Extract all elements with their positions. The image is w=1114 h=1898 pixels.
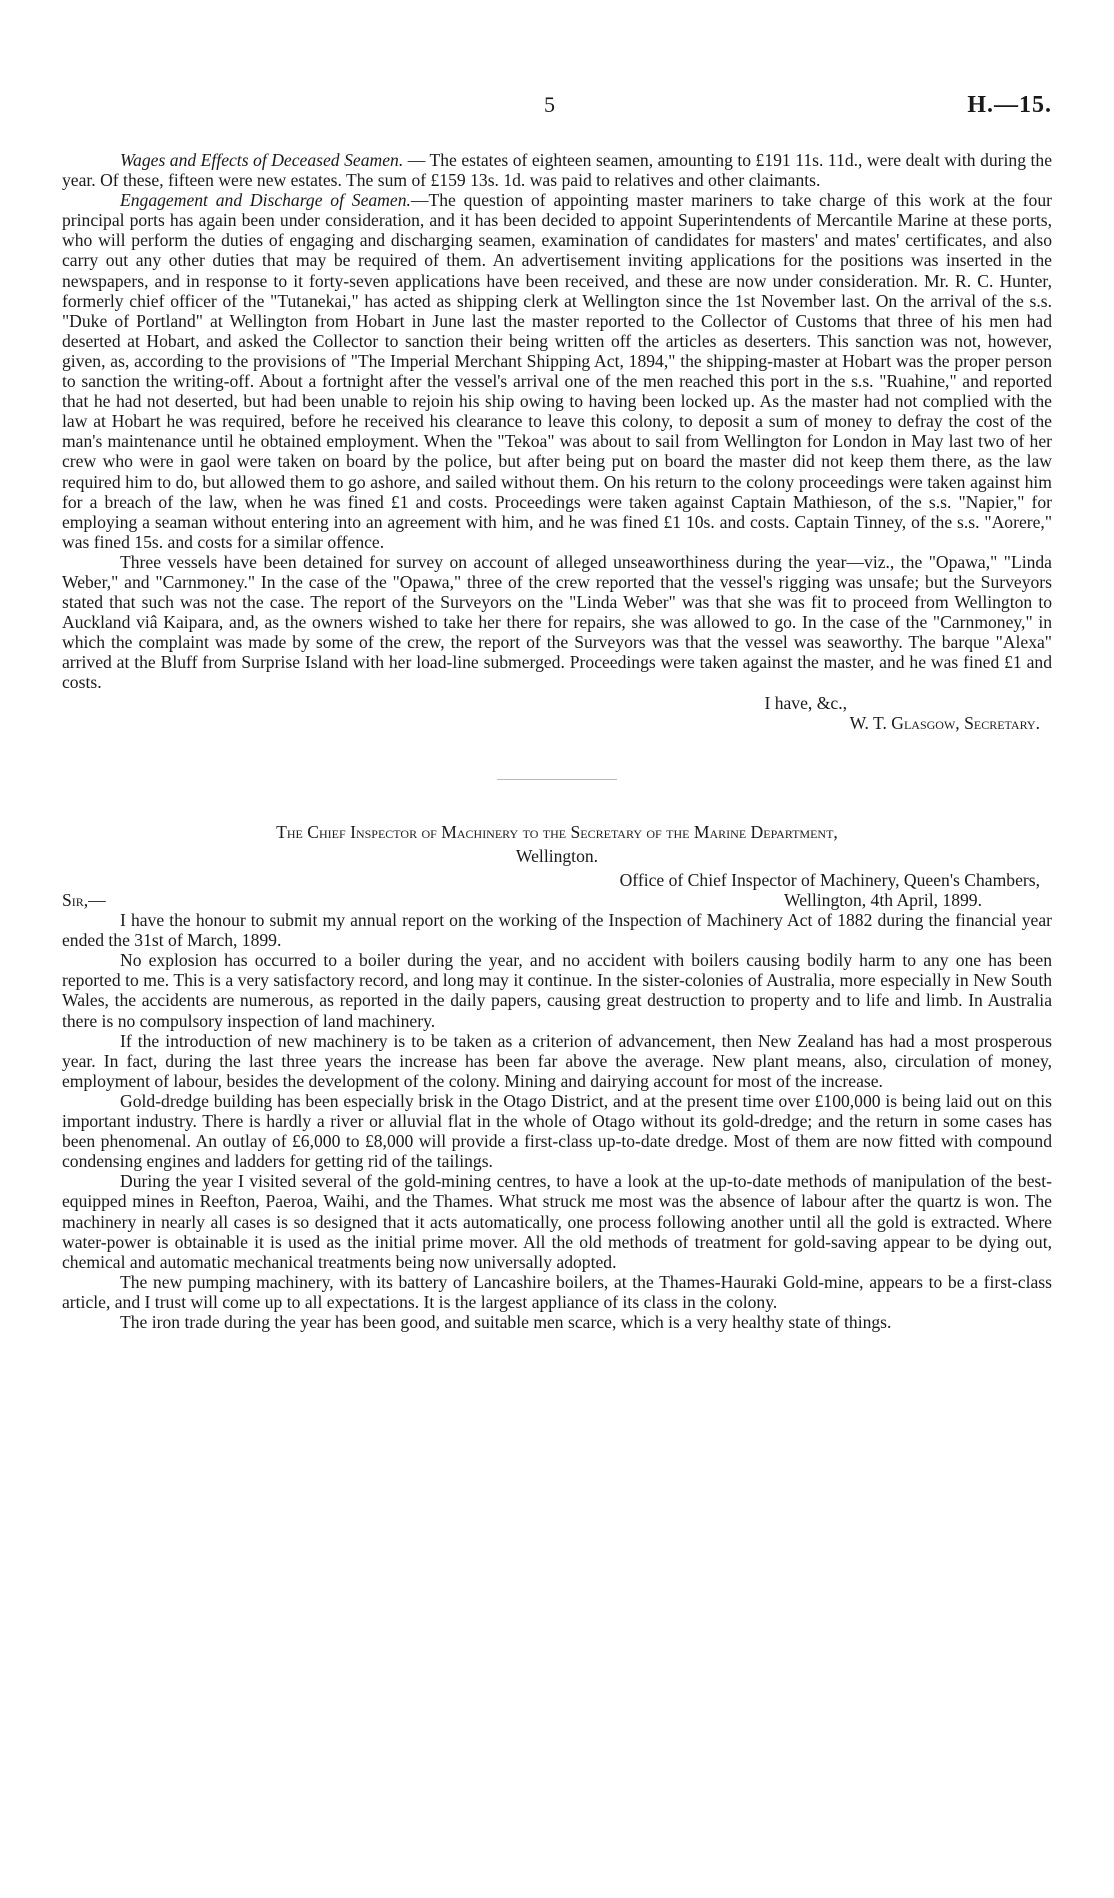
paragraph-heading: Wages and Effects of Deceased Seamen. bbox=[120, 150, 404, 170]
paragraph-vessels: Three vessels have been detained for survey on account of alleged unseaworthiness during the year—viz., the "Opawa," "Linda Weber," and "Carnmoney." In the case of the "Opawa," three of the crew reported that the vessel's rigging was unsafe; but the Surveyors stated that such was not the case. The report of the Surveyors on the "Linda Weber" was that she was fit to proceed from Wellington to Auckland viâ Kaipara, and, as the owners wished to take her there for repairs, she was allowed to go. In the case of the "Carnmoney," in which the complaint was made by some of the crew, the report of the Surveyors was that the vessel was seaworthy. The barque "Alexa" arrived at the Bluff from Surprise Island with her load-line submerged. Proceedings were taken against the master, and he was fined £1 and costs. bbox=[62, 551, 1052, 693]
page-header bbox=[62, 92, 1052, 122]
signature: W. T. Glasgow, Secretary. bbox=[849, 712, 1040, 733]
document-code: H.—15. bbox=[967, 92, 1052, 118]
letter-title-location: Wellington. bbox=[515, 845, 599, 866]
report-paragraph: During the year I visited several of the gold-mining centres, to have a look at the up-to-date methods of manipulation of the best-equipped mines in Reefton, Paeroa, Waihi, and the Thames. What struck me most was the absence of labour after the quartz is won. The machinery in nearly all cases is so designed that it acts automatically, one process following another until all the gold is extracted. Where water-power is obtainable it is used as the initial prime mover. All the old methods of treatment for gold-saving appear to be dying out, chemical and automatic mechanical treatments being now universally adopted. bbox=[62, 1171, 1052, 1272]
report-paragraph: The iron trade during the year has been good, and suitable men scarce, which is a very healthy state of things. bbox=[120, 1311, 892, 1332]
closing-phrase: I have, &c., bbox=[764, 692, 847, 713]
paragraph-engagement bbox=[62, 190, 1052, 552]
section-divider bbox=[497, 779, 617, 780]
salutation: Sir,— bbox=[62, 890, 106, 910]
body-text bbox=[62, 150, 1052, 1332]
report-paragraph: I have the honour to submit my annual report on the working of the Inspection of Machinery Act of 1882 during the financial year ended the 31st of March, 1899. bbox=[62, 910, 1052, 951]
page-number: 5 bbox=[544, 92, 555, 117]
paragraph-wages bbox=[62, 150, 1052, 190]
salutation-row bbox=[62, 890, 1052, 910]
document-page bbox=[62, 0, 1052, 1898]
office-address: Office of Chief Inspector of Machinery, Queen's Chambers, bbox=[619, 869, 1040, 890]
report-paragraph: The new pumping machinery, with its battery of Lancashire boilers, at the Thames-Hauraki Gold-mine, appears to be a first-class article, and I trust will come up to all expectations. It is the largest appliance of its class in the colony. bbox=[62, 1271, 1052, 1312]
letter-title: The Chief Inspector of Machinery to the Secretary of the Marine Department, bbox=[276, 821, 838, 842]
report-paragraph: Gold-dredge building has been especially brisk in the Otago District, and at the present time over £100,000 is being laid out on this important industry. There is hardly a river or alluvial flat in the whole of Otago without its gold-dredge; and the return in some cases has been phenomenal. An outlay of £6,000 to £8,000 will provide a first-class up-to-date dredge. Most of them are now fitted with compound condensing engines and ladders for getting rid of the tailings. bbox=[62, 1090, 1052, 1172]
paragraph-heading: Engagement and Discharge of Seamen. bbox=[120, 190, 411, 211]
report-paragraph: If the introduction of new machinery is to be taken as a criterion of advancement, then New Zealand has had a most prosperous year. In fact, during the last three years the increase has been far above the average. New plant means, also, circulation of money, employment of labour, besides the development of the colony. Mining and dairying account for most of the increase. bbox=[62, 1030, 1052, 1091]
letter-date: Wellington, 4th April, 1899. bbox=[784, 890, 982, 910]
paragraph-body: — The estates of eighteen seamen, amounting to £191 11s. 11d., were dealt with during the year. Of these, fifteen were new estates. The sum of £159 13s. 1d. was paid to relatives and other claimants. bbox=[62, 150, 1052, 191]
report-paragraph: No explosion has occurred to a boiler during the year, and no accident with boilers causing bodily harm to any one has been reported to me. This is a very satisfactory record, and long may it continue. In the sister-colonies of Australia, more especially in New South Wales, the accidents are numerous, as reported in the daily papers, causing great destruction to property and to life and limb. In Australia there is no compulsory inspection of land machinery. bbox=[62, 950, 1052, 1031]
paragraph-body: —The question of appointing master mariners to take charge of this work at the four principal ports has again been under consideration, and it has been decided to appoint Superintendents of Mercantile Marine at these ports, who will perform the duties of engaging and discharging seamen, examination of candidates for masters' and mates' certificates, and also carry out any other duties that may be required of them. An advertisement inviting applications for the positions was inserted in the newspapers, and in response to it forty-seven applications have been received, and these are now under consideration. Mr. R. C. Hunter, formerly chief officer of the "Tutanekai," has acted as shipping clerk at Wellington since the 1st November last. On the arrival of the s.s. "Duke of Portland" at Wellington from Hobart in June last the master reported to the Collector of Customs that three of his men had deserted at Hobart, and asked the Collector to sanction their being written off the articles as deserters. This sanction was not, however, given, as, according to the provisions of "The Imperial Merchant Shipping Act, 1894," the shipping-master at Hobart was the proper person to sanction the writing-off. About a fortnight after the vessel's arrival one of the men reached this port in the s.s. "Ruahine," and reported that he had not deserted, but had been unable to rejoin his ship owing to having been locked up. As the master had not complied with the law at Hobart he was required, before he received his clearance to leave this colony, to deposit a sum of money to defray the cost of the man's maintenance until he obtained employment. When the "Tekoa" was about to sail from Wellington for London in May last two of her crew who were in gaol were taken on board by the police, but after being put on board the master did not keep them there, as the law required him to do, but allowed them to go ashore, and sailed without them. On his return to the colony proceedings were taken against him for a breach of the law, when he was fined £1 and costs. Proceedings were taken against Captain Mathieson, of the s.s. "Napier," for employing a seaman without entering into an agreement with him, and he was fined £1 10s. and costs. Captain Tinney, of the s.s. "Aorere," was fined 15s. and costs for a similar offence. bbox=[62, 190, 1052, 552]
